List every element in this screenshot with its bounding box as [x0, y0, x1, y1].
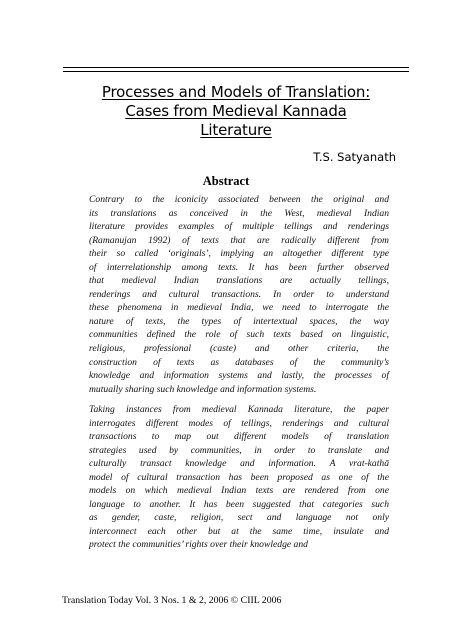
text-line: its translations as conceived in the West, medieval Indian — [89, 207, 389, 219]
text-line: their so called ‘originals’, implying an altogether different type — [89, 248, 389, 260]
text-line: of interrelationship among texts. It has been further observed — [89, 261, 389, 273]
text-line: culturally transact knowledge and information. A vrat-kathā — [89, 458, 389, 470]
text-line: (Ramanujan 1992) of texts that are radically different from — [89, 234, 389, 246]
text-line: renderings and cultural transactions. In order to understand — [89, 288, 389, 300]
top-rule-1 — [63, 67, 409, 68]
text-line: transactions to map out different models of translation — [89, 431, 389, 443]
title-line: Literature — [200, 121, 272, 139]
text-line: interrogates different modes of tellings, renderings and cultural — [89, 417, 389, 429]
text-line: literature provides examples of multiple tellings and renderings — [89, 221, 389, 233]
text-line: Taking instances from medieval Kannada literature, the paper — [89, 404, 389, 415]
text-line: model of cultural transaction has been proposed as one of the — [89, 471, 389, 483]
abstract-heading: Abstract — [202, 174, 250, 188]
text-line: nature of texts, the types of intertextual spaces, the way — [89, 315, 389, 327]
text-line: mutually sharing such knowledge and information systems. — [89, 383, 317, 395]
paper-title — [60, 83, 412, 140]
text-line: these phenomena in medieval India, we need to interrogate the — [89, 302, 389, 314]
author-name: T.S. Satyanath — [313, 150, 396, 164]
abstract-paragraph-1 — [89, 193, 389, 396]
text-line: interconnect each other but at the same time, insulate and — [89, 525, 389, 537]
text-line: strategies used by communities, in order to translate and — [89, 444, 389, 456]
top-rule-2 — [63, 71, 409, 72]
title-line: Processes and Models of Translation: — [101, 83, 371, 101]
title-line: Cases from Medieval Kannada — [125, 102, 347, 120]
text-line: knowledge and information systems and lastly, the processes of — [89, 370, 389, 382]
text-line: religious, professional (caste) and other criteria, the — [89, 343, 389, 355]
text-line: as gender, caste, religion, sect and language not only — [89, 512, 389, 524]
page-footer: Translation Today Vol. 3 Nos. 1 & 2, 2006 © CIIL 2006 — [62, 595, 282, 606]
text-line: construction of texts as databases of the community’s — [89, 356, 389, 368]
text-line: models on which medieval Indian texts are rendered from one — [89, 485, 389, 497]
text-line: protect the communities’ rights over their knowledge and — [89, 539, 308, 551]
text-line: language to another. It has been suggested that categories such — [89, 498, 389, 510]
text-line: communities defined the role of such texts based on linguistic, — [89, 329, 389, 341]
abstract-paragraph-2 — [89, 403, 389, 552]
text-line: that medieval Indian translations are actually tellings, — [89, 275, 389, 287]
text-line: Contrary to the iconicity associated between the original and — [89, 194, 389, 205]
